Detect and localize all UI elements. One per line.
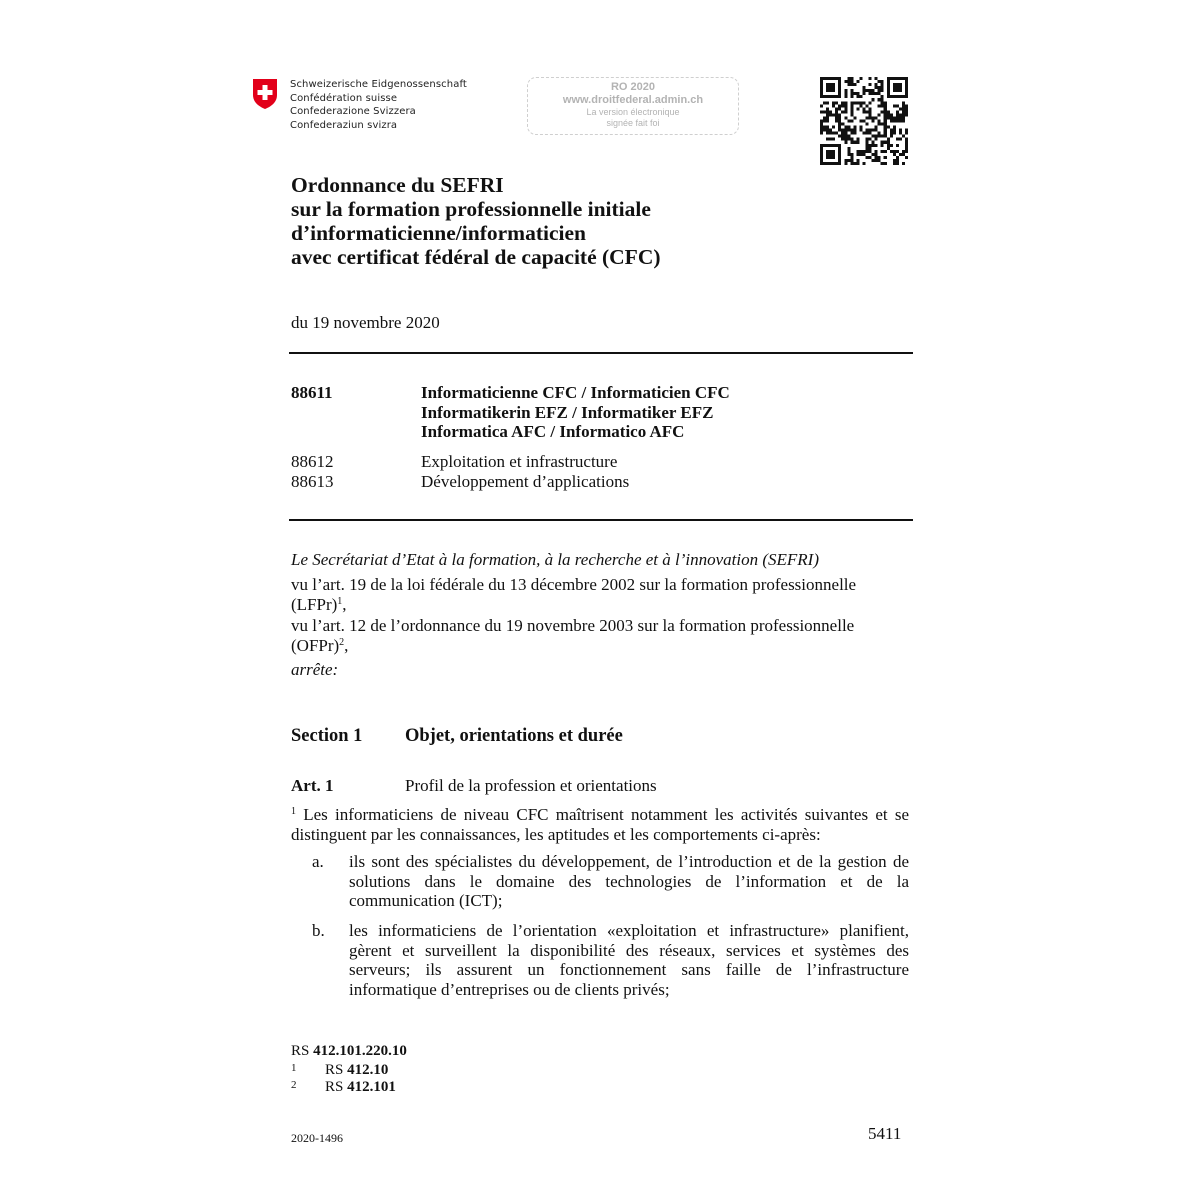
preamble bbox=[291, 550, 911, 680]
title-line: Ordonnance du SEFRI bbox=[291, 173, 504, 197]
footnote-text bbox=[325, 1062, 388, 1079]
stamp-ro-year: RO 2020 bbox=[610, 81, 656, 93]
main-code: 88611 bbox=[291, 383, 333, 402]
rs-prefix: RS bbox=[325, 1062, 348, 1078]
footnote-number: 1 bbox=[291, 1062, 297, 1074]
list-item-letter: b. bbox=[312, 921, 325, 940]
preamble-vu-1-ref bbox=[291, 595, 911, 615]
paragraph-number: 1 bbox=[291, 806, 296, 817]
list-item-text: les informaticiens de l’orientation «exploitation et infrastructure» planifient, gèrent et surveillent la disponibilité des réseaux, services et systèmes des serveurs; ils assurent un fonctionnement sans faille de l’infrastructure informatique d’entreprises ou de clients privés; bbox=[349, 921, 909, 999]
list-item-letter: a. bbox=[312, 852, 324, 871]
rs-prefix: RS bbox=[325, 1079, 348, 1095]
preamble-authority: Le Secrétariat d’Etat à la formation, à la recherche et à l’innovation (SEFRI) bbox=[291, 550, 819, 569]
profession-name-de: Informatikerin EFZ / Informatiker EFZ bbox=[421, 402, 714, 422]
confederation-name-block bbox=[290, 78, 467, 132]
footnote-number: 2 bbox=[291, 1079, 297, 1091]
page-number: 5411 bbox=[868, 1124, 902, 1143]
main-profession-names bbox=[421, 383, 730, 442]
sub-label: Développement d’applications bbox=[421, 471, 630, 491]
punctuation: , bbox=[342, 595, 347, 614]
confederation-line-fr: Confédération suisse bbox=[290, 92, 398, 104]
stamp-url: www.droitfederal.admin.ch bbox=[562, 94, 704, 106]
document-code: 2020-1496 bbox=[291, 1131, 343, 1145]
preamble-vu-2 bbox=[291, 616, 911, 656]
preamble-vu-2-ref bbox=[291, 636, 911, 656]
sub-code: 88613 bbox=[291, 471, 334, 491]
rs-classification bbox=[291, 1043, 407, 1060]
profession-name-it: Informatica AFC / Informatico AFC bbox=[421, 422, 685, 441]
ro-stamp bbox=[527, 77, 739, 135]
punctuation: , bbox=[344, 636, 349, 655]
divider-bottom bbox=[289, 519, 913, 521]
stamp-note-2: signée fait foi bbox=[606, 118, 660, 128]
footnote-ref[interactable]: 2 bbox=[339, 637, 345, 648]
rs-ref[interactable]: 412.10 bbox=[347, 1062, 389, 1078]
section-title: Objet, orientations et durée bbox=[405, 726, 623, 746]
rs-number: 412.101.220.10 bbox=[313, 1043, 407, 1059]
swiss-cross-shield-icon bbox=[252, 78, 278, 110]
list-item-text: ils sont des spécialistes du développement, de l’introduction et de la gestion de solutions dans le domaine des technologies de l’information et de la communication (ICT); bbox=[349, 852, 909, 910]
preamble-arrete: arrête: bbox=[291, 660, 339, 679]
law-abbrev: (OFPr) bbox=[291, 636, 340, 655]
rs-ref[interactable]: 412.101 bbox=[347, 1079, 396, 1095]
footnote-text bbox=[325, 1079, 396, 1096]
profession-name-fr: Informaticienne CFC / Informaticien CFC bbox=[421, 383, 730, 402]
preamble-vu-2-text: vu l’art. 12 de l’ordonnance du 19 novembre 2003 sur la formation professionnelle bbox=[291, 616, 855, 635]
law-abbrev: (LFPr) bbox=[291, 595, 338, 614]
document-date: du 19 novembre 2020 bbox=[291, 313, 440, 332]
confederation-line-rm: Confederaziun svizra bbox=[290, 119, 398, 131]
title-line: sur la formation professionnelle initiale bbox=[291, 197, 651, 221]
sub-labels bbox=[421, 452, 629, 491]
sub-label: Exploitation et infrastructure bbox=[421, 452, 618, 471]
sub-codes bbox=[291, 452, 334, 491]
paragraph-text: Les informaticiens de niveau CFC maîtrisent notamment les activités suivantes et se distinguent par les connaissances, les aptitudes et les comportements ci-après: bbox=[291, 805, 909, 844]
confederation-line-it: Confederazione Svizzera bbox=[290, 106, 416, 117]
title-line: d’informaticienne/informaticien bbox=[291, 221, 586, 245]
article-number: Art. 1 bbox=[291, 776, 334, 795]
sub-code: 88612 bbox=[291, 452, 334, 471]
qr-code-icon bbox=[820, 77, 908, 165]
article-paragraph bbox=[291, 805, 909, 844]
rs-prefix: RS bbox=[291, 1043, 314, 1059]
document-title bbox=[291, 173, 661, 269]
preamble-vu-1-text: vu l’art. 19 de la loi fédérale du 13 décembre 2002 sur la formation professionnelle bbox=[291, 575, 857, 594]
preamble-vu-1 bbox=[291, 575, 911, 615]
footnote-ref[interactable]: 1 bbox=[337, 596, 343, 607]
section-number: Section 1 bbox=[291, 726, 363, 746]
divider-top bbox=[289, 352, 913, 354]
stamp-note-1: La version électronique bbox=[586, 107, 680, 117]
confederation-line-de: Schweizerische Eidgenossenschaft bbox=[290, 79, 467, 90]
title-line: avec certificat fédéral de capacité (CFC) bbox=[291, 245, 661, 269]
article-title: Profil de la profession et orientations bbox=[405, 776, 657, 795]
